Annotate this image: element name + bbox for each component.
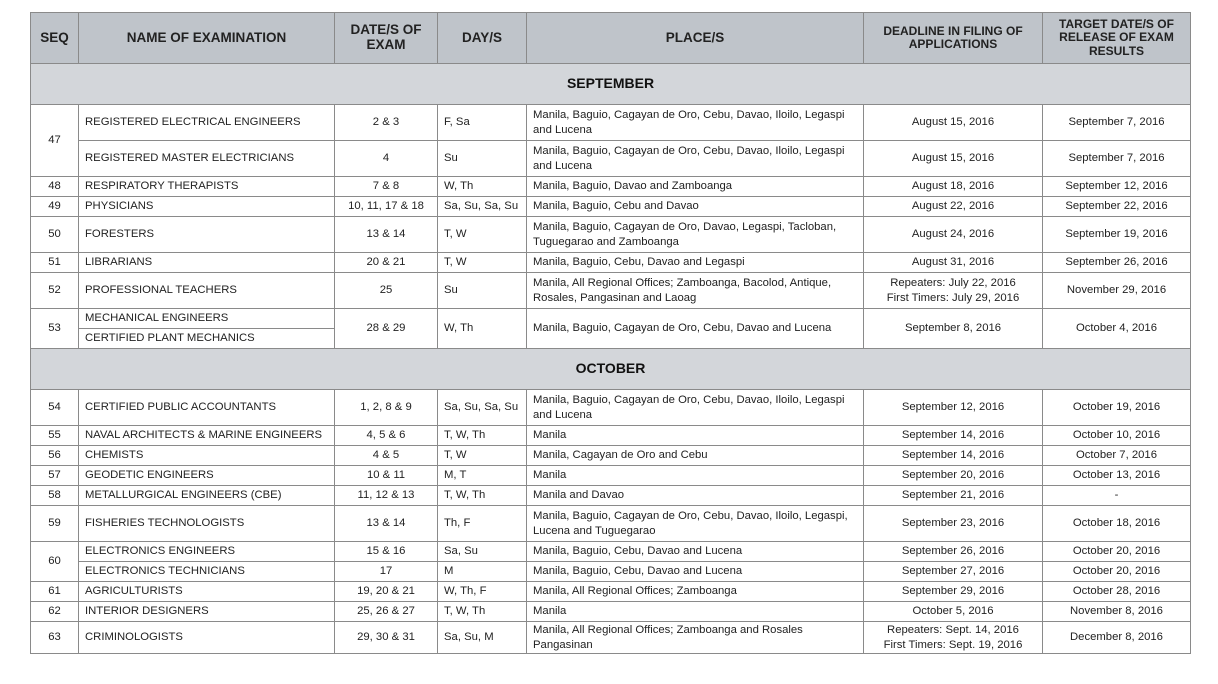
deadline-cell [864, 622, 1043, 654]
deadline-cell: September 8, 2016 [864, 309, 1043, 349]
exam-dates-cell: 19, 20 & 21 [335, 582, 438, 602]
table-row [31, 253, 1191, 273]
deadline-first-timers: First Timers: Sept. 19, 2016 [883, 638, 1023, 651]
header-name: NAME OF EXAMINATION [79, 13, 335, 64]
deadline-cell: September 14, 2016 [864, 426, 1043, 446]
target-release-cell: October 18, 2016 [1043, 506, 1191, 542]
exam-place-cell: Manila, Baguio, Cagayan de Oro, Cebu, Davao and Lucena [527, 309, 864, 349]
target-release-cell: October 28, 2016 [1043, 582, 1191, 602]
exam-dates-cell: 25 [335, 273, 438, 309]
seq-cell: 48 [31, 177, 79, 197]
exam-days-cell: Sa, Su, Sa, Su [438, 390, 527, 426]
target-release-cell: October 19, 2016 [1043, 390, 1191, 426]
exam-name-cell: LIBRARIANS [79, 253, 335, 273]
exam-name-cell: ELECTRONICS TECHNICIANS [79, 562, 335, 582]
header-place: PLACE/S [527, 13, 864, 64]
table-row [31, 582, 1191, 602]
header-days: DAY/S [438, 13, 527, 64]
exam-days-cell: Sa, Su [438, 542, 527, 562]
exam-place-cell: Manila, All Regional Offices; Zamboanga and Rosales Pangasinan [527, 622, 864, 654]
seq-cell: 61 [31, 582, 79, 602]
exam-dates-cell: 10 & 11 [335, 466, 438, 486]
seq-cell: 56 [31, 446, 79, 466]
header-dates: DATE/S OF EXAM [335, 13, 438, 64]
exam-place-cell: Manila [527, 602, 864, 622]
exam-days-cell: W, Th [438, 309, 527, 349]
exam-place-cell: Manila, Baguio, Cebu, Davao and Lucena [527, 542, 864, 562]
exam-days-cell: M [438, 562, 527, 582]
exam-dates-cell: 7 & 8 [335, 177, 438, 197]
target-release-cell: November 29, 2016 [1043, 273, 1191, 309]
exam-name-cell: RESPIRATORY THERAPISTS [79, 177, 335, 197]
seq-cell: 62 [31, 602, 79, 622]
exam-name-cell: REGISTERED ELECTRICAL ENGINEERS [79, 105, 335, 141]
table-row [31, 542, 1191, 562]
exam-days-cell: T, W [438, 217, 527, 253]
target-release-cell: December 8, 2016 [1043, 622, 1191, 654]
target-release-cell: October 7, 2016 [1043, 446, 1191, 466]
target-release-cell: - [1043, 486, 1191, 506]
target-release-cell: October 4, 2016 [1043, 309, 1191, 349]
exam-dates-cell: 4, 5 & 6 [335, 426, 438, 446]
seq-cell: 63 [31, 622, 79, 654]
seq-cell: 51 [31, 253, 79, 273]
seq-cell: 52 [31, 273, 79, 309]
exam-place-cell: Manila, Baguio, Cagayan de Oro, Cebu, Davao, Iloilo, Legaspi and Lucena [527, 105, 864, 141]
exam-place-cell: Manila, Baguio, Cagayan de Oro, Davao, Legaspi, Tacloban, Tuguegarao and Zamboanga [527, 217, 864, 253]
deadline-repeaters: Repeaters: July 22, 2016 [890, 277, 1016, 290]
deadline-cell: August 31, 2016 [864, 253, 1043, 273]
exam-place-cell: Manila, Baguio, Cagayan de Oro, Cebu, Davao, Iloilo, Legaspi and Lucena [527, 141, 864, 177]
exam-name-cell: GEODETIC ENGINEERS [79, 466, 335, 486]
exam-dates-cell: 29, 30 & 31 [335, 622, 438, 654]
exam-name-cell: REGISTERED MASTER ELECTRICIANS [79, 141, 335, 177]
exam-dates-cell: 4 [335, 141, 438, 177]
exam-name-cell: CRIMINOLOGISTS [79, 622, 335, 654]
table-row [31, 141, 1191, 177]
exam-place-cell: Manila, Baguio, Cagayan de Oro, Cebu, Davao, Iloilo, Legaspi, Lucena and Tuguegarao [527, 506, 864, 542]
exam-name-cell: MECHANICAL ENGINEERS [79, 309, 335, 329]
exam-dates-cell: 4 & 5 [335, 446, 438, 466]
exam-place-cell: Manila, Baguio, Cebu, Davao and Lucena [527, 562, 864, 582]
target-release-cell: September 26, 2016 [1043, 253, 1191, 273]
seq-cell: 60 [31, 542, 79, 582]
table-row [31, 506, 1191, 542]
month-label-october: OCTOBER [31, 349, 1191, 390]
exam-name-cell: PHYSICIANS [79, 197, 335, 217]
exam-dates-cell: 28 & 29 [335, 309, 438, 349]
table-row [31, 602, 1191, 622]
exam-dates-cell: 10, 11, 17 & 18 [335, 197, 438, 217]
table-row [31, 426, 1191, 446]
exam-name-cell: CERTIFIED PUBLIC ACCOUNTANTS [79, 390, 335, 426]
deadline-cell: August 18, 2016 [864, 177, 1043, 197]
target-release-cell: October 20, 2016 [1043, 562, 1191, 582]
exam-dates-cell: 2 & 3 [335, 105, 438, 141]
exam-days-cell: M, T [438, 466, 527, 486]
target-release-cell: September 19, 2016 [1043, 217, 1191, 253]
header-seq: SEQ [31, 13, 79, 64]
deadline-cell: October 5, 2016 [864, 602, 1043, 622]
exam-dates-cell: 13 & 14 [335, 506, 438, 542]
exam-dates-cell: 15 & 16 [335, 542, 438, 562]
table-row [31, 390, 1191, 426]
table-row [31, 622, 1191, 654]
exam-dates-cell: 1, 2, 8 & 9 [335, 390, 438, 426]
table-row [31, 177, 1191, 197]
exam-place-cell: Manila, Cagayan de Oro and Cebu [527, 446, 864, 466]
exam-days-cell: Th, F [438, 506, 527, 542]
deadline-cell: September 21, 2016 [864, 486, 1043, 506]
target-release-cell: November 8, 2016 [1043, 602, 1191, 622]
table-row [31, 105, 1191, 141]
deadline-cell: September 20, 2016 [864, 466, 1043, 486]
exam-days-cell: Sa, Su, Sa, Su [438, 197, 527, 217]
seq-cell: 53 [31, 309, 79, 349]
table-row [31, 309, 1191, 329]
exam-dates-cell: 13 & 14 [335, 217, 438, 253]
exam-dates-cell: 25, 26 & 27 [335, 602, 438, 622]
deadline-cell: September 26, 2016 [864, 542, 1043, 562]
seq-cell: 54 [31, 390, 79, 426]
exam-days-cell: T, W, Th [438, 602, 527, 622]
exam-days-cell: T, W [438, 446, 527, 466]
exam-days-cell: T, W, Th [438, 486, 527, 506]
seq-cell: 59 [31, 506, 79, 542]
exam-place-cell: Manila [527, 466, 864, 486]
exam-name-cell: FISHERIES TECHNOLOGISTS [79, 506, 335, 542]
deadline-cell: September 14, 2016 [864, 446, 1043, 466]
exam-dates-cell: 20 & 21 [335, 253, 438, 273]
exam-place-cell: Manila [527, 426, 864, 446]
exam-name-cell: NAVAL ARCHITECTS & MARINE ENGINEERS [79, 426, 335, 446]
month-row-october [31, 349, 1191, 390]
exam-name-cell: CHEMISTS [79, 446, 335, 466]
deadline-repeaters: Repeaters: Sept. 14, 2016 [887, 624, 1019, 637]
target-release-cell: October 20, 2016 [1043, 542, 1191, 562]
deadline-cell: August 24, 2016 [864, 217, 1043, 253]
exam-name-cell: ELECTRONICS ENGINEERS [79, 542, 335, 562]
seq-cell: 49 [31, 197, 79, 217]
exam-days-cell: T, W [438, 253, 527, 273]
exam-place-cell: Manila, All Regional Offices; Zamboanga, Bacolod, Antique, Rosales, Pangasinan and Laoag [527, 273, 864, 309]
exam-place-cell: Manila, Baguio, Cebu, Davao and Legaspi [527, 253, 864, 273]
target-release-cell: September 7, 2016 [1043, 141, 1191, 177]
month-label-september: SEPTEMBER [31, 64, 1191, 105]
exam-dates-cell: 17 [335, 562, 438, 582]
table-row [31, 217, 1191, 253]
seq-cell: 47 [31, 105, 79, 177]
header-deadline: DEADLINE IN FILING OF APPLICATIONS [864, 13, 1043, 64]
exam-days-cell: F, Sa [438, 105, 527, 141]
exam-name-cell: AGRICULTURISTS [79, 582, 335, 602]
exam-place-cell: Manila and Davao [527, 486, 864, 506]
exam-days-cell: Su [438, 273, 527, 309]
exam-days-cell: Sa, Su, M [438, 622, 527, 654]
exam-days-cell: Su [438, 141, 527, 177]
month-row-september [31, 64, 1191, 105]
table-row [31, 486, 1191, 506]
exam-place-cell: Manila, Baguio, Davao and Zamboanga [527, 177, 864, 197]
exam-days-cell: W, Th [438, 177, 527, 197]
exam-name-cell: PROFESSIONAL TEACHERS [79, 273, 335, 309]
table-row [31, 446, 1191, 466]
table-row [31, 562, 1191, 582]
target-release-cell: September 22, 2016 [1043, 197, 1191, 217]
target-release-cell: September 12, 2016 [1043, 177, 1191, 197]
deadline-cell: September 23, 2016 [864, 506, 1043, 542]
exam-name-cell: CERTIFIED PLANT MECHANICS [79, 329, 335, 349]
target-release-cell: September 7, 2016 [1043, 105, 1191, 141]
header-row [31, 13, 1191, 64]
seq-cell: 55 [31, 426, 79, 446]
deadline-cell: September 12, 2016 [864, 390, 1043, 426]
target-release-cell: October 13, 2016 [1043, 466, 1191, 486]
seq-cell: 58 [31, 486, 79, 506]
deadline-cell: September 29, 2016 [864, 582, 1043, 602]
deadline-cell: August 15, 2016 [864, 141, 1043, 177]
table-row [31, 466, 1191, 486]
header-target: TARGET DATE/S OF RELEASE OF EXAM RESULTS [1043, 13, 1191, 64]
deadline-cell: August 22, 2016 [864, 197, 1043, 217]
deadline-cell: August 15, 2016 [864, 105, 1043, 141]
exam-name-cell: METALLURGICAL ENGINEERS (CBE) [79, 486, 335, 506]
table-row [31, 273, 1191, 309]
exam-name-cell: FORESTERS [79, 217, 335, 253]
seq-cell: 57 [31, 466, 79, 486]
exam-name-cell: INTERIOR DESIGNERS [79, 602, 335, 622]
seq-cell: 50 [31, 217, 79, 253]
exam-days-cell: T, W, Th [438, 426, 527, 446]
table-row [31, 197, 1191, 217]
exam-place-cell: Manila, Baguio, Cebu and Davao [527, 197, 864, 217]
exam-days-cell: W, Th, F [438, 582, 527, 602]
exam-place-cell: Manila, All Regional Offices; Zamboanga [527, 582, 864, 602]
exam-place-cell: Manila, Baguio, Cagayan de Oro, Cebu, Davao, Iloilo, Legaspi and Lucena [527, 390, 864, 426]
deadline-cell [864, 273, 1043, 309]
deadline-first-timers: First Timers: July 29, 2016 [886, 291, 1020, 304]
exam-dates-cell: 11, 12 & 13 [335, 486, 438, 506]
exam-schedule-table [30, 12, 1191, 654]
deadline-cell: September 27, 2016 [864, 562, 1043, 582]
target-release-cell: October 10, 2016 [1043, 426, 1191, 446]
